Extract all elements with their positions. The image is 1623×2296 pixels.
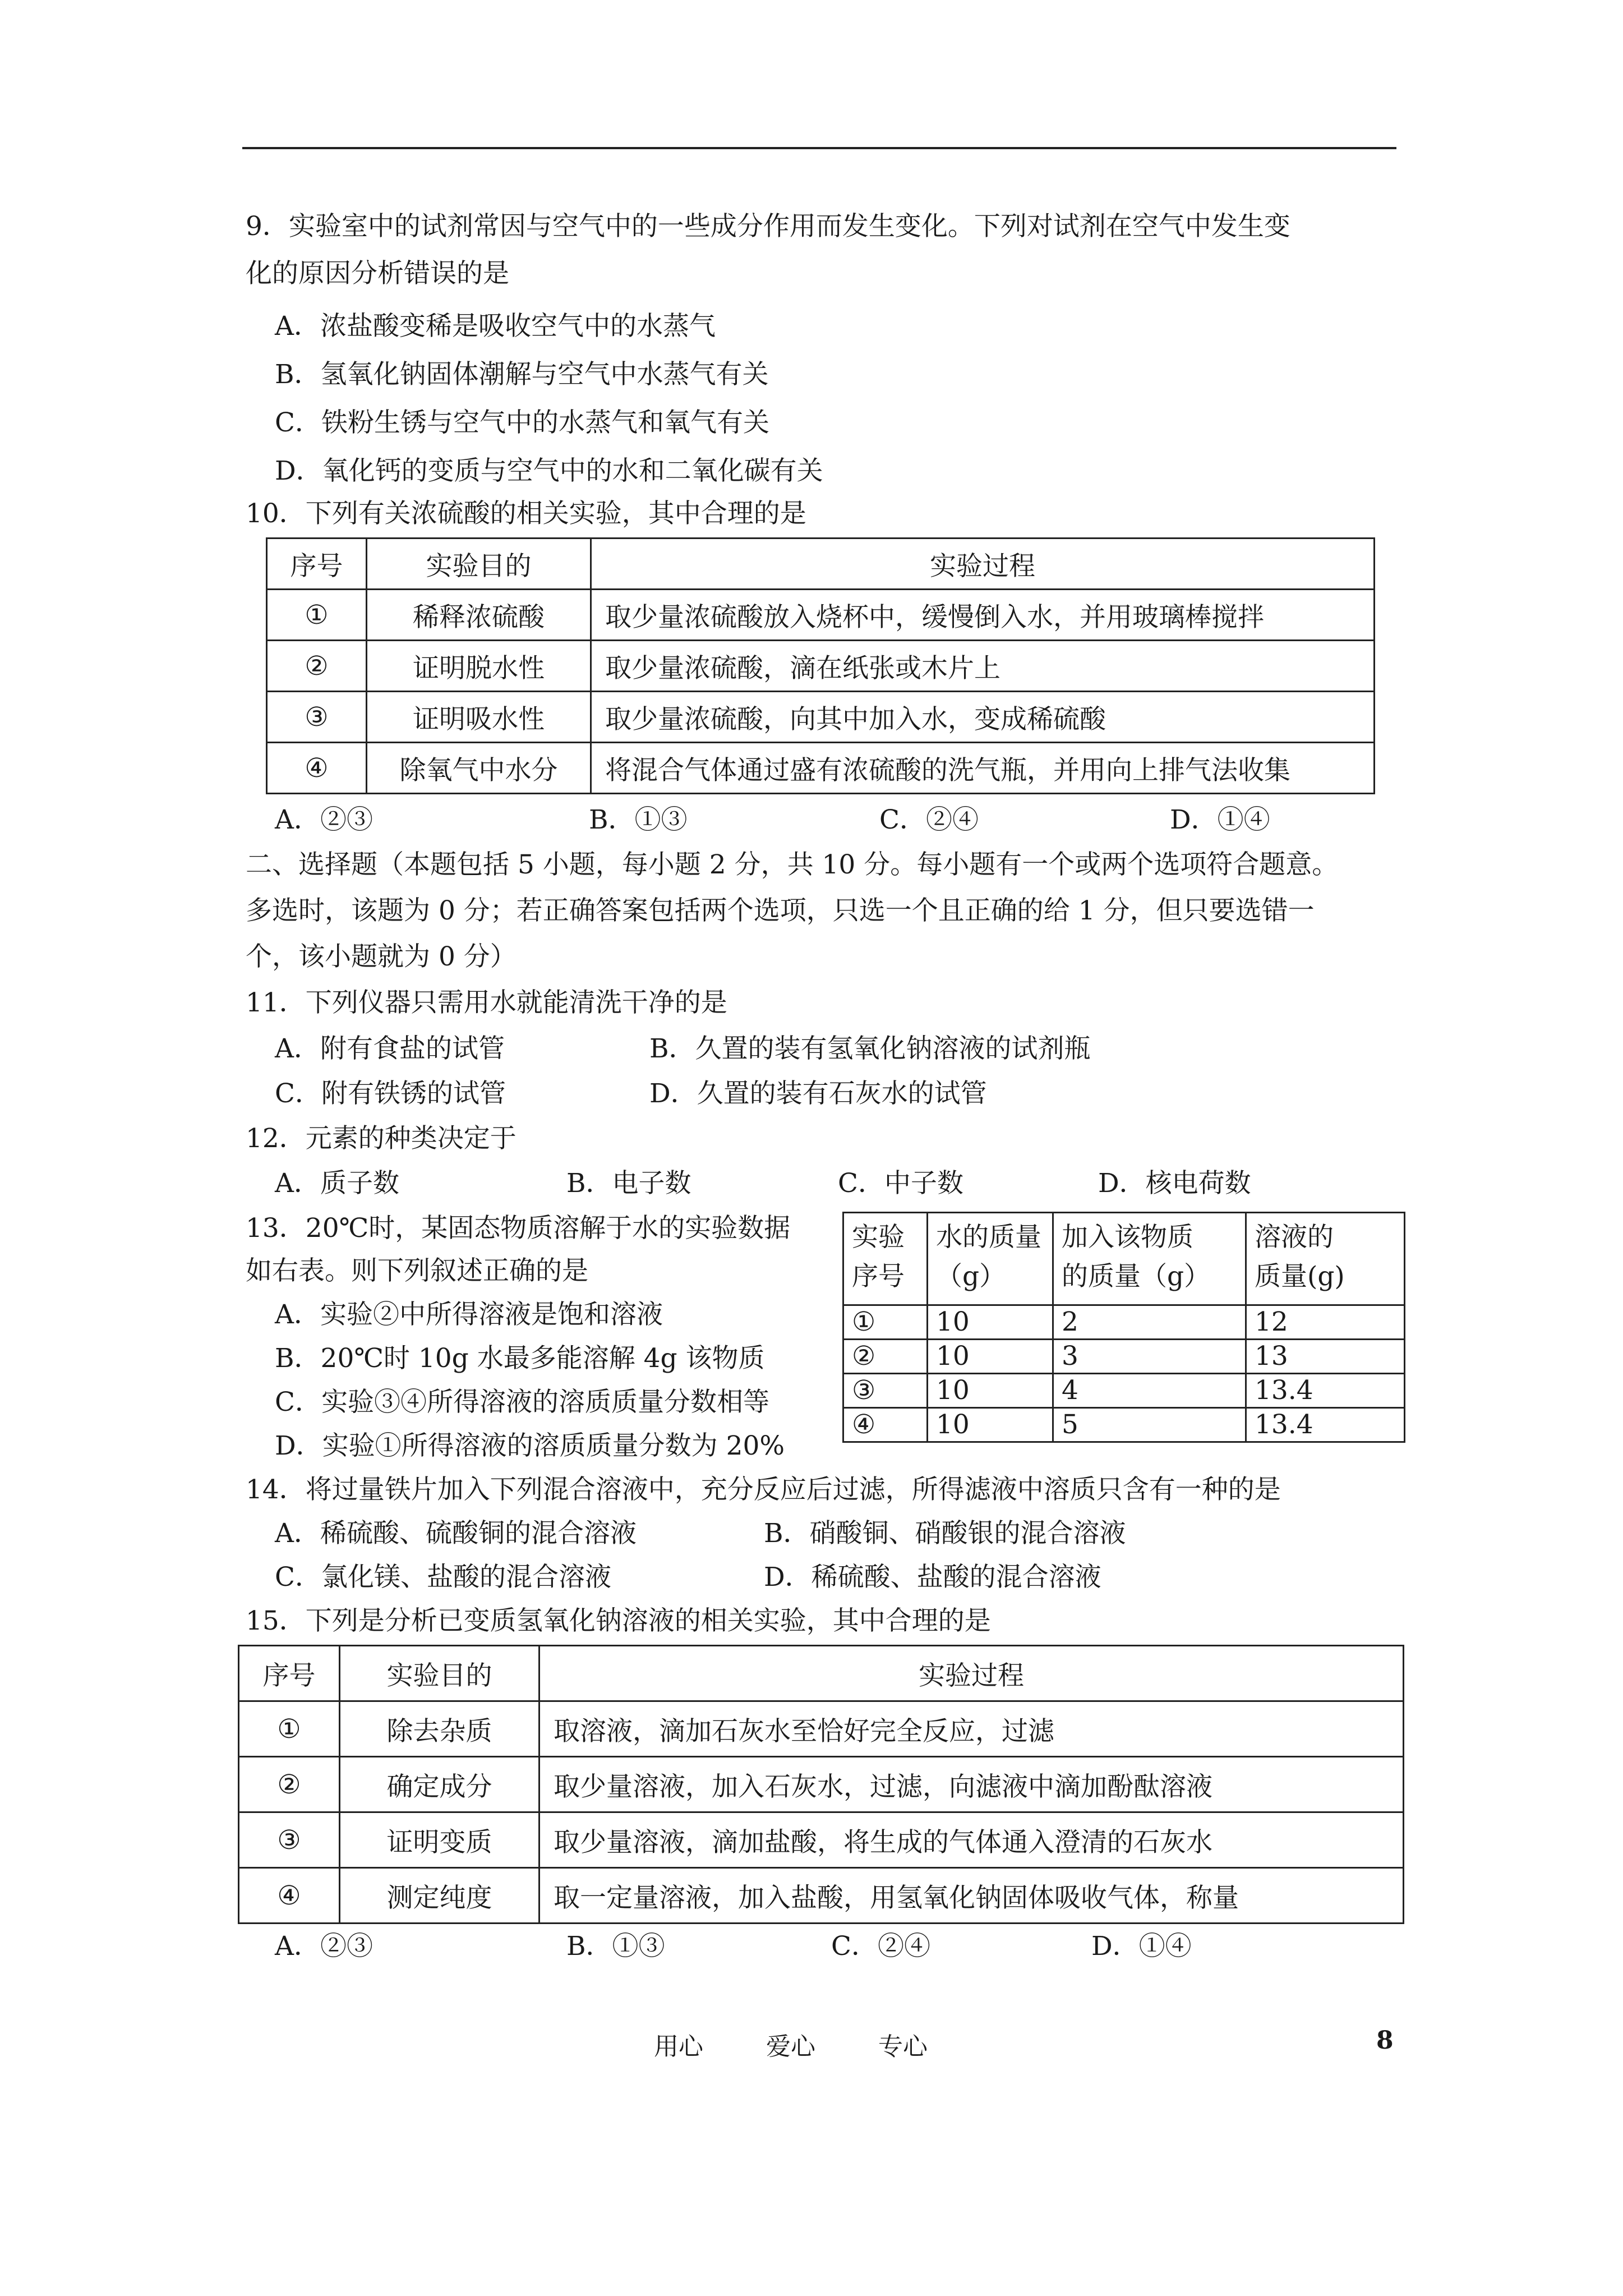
table-cell: 13 [1246, 1340, 1405, 1374]
q13-option-d: D．实验①所得溶液的溶质质量分数为 20% [275, 1430, 785, 1461]
q9-option-b: B．氢氧化钠固体潮解与空气中水蒸气有关 [275, 359, 769, 390]
q13-option-a: A．实验②中所得溶液是饱和溶液 [275, 1299, 663, 1330]
q14-option-a: A．稀硫酸、硫酸铜的混合溶液 [275, 1518, 637, 1549]
table-cell: 取少量浓硫酸放入烧杯中，缓慢倒入水，并用玻璃棒搅拌 [591, 590, 1375, 641]
q9-option-d: D．氧化钙的变质与空气中的水和二氧化碳有关 [275, 455, 823, 486]
q15-table [238, 1645, 1404, 1924]
q15-option-a: A．②③ [275, 1931, 373, 1962]
table-row [239, 1701, 1404, 1757]
table-cell: 取少量溶液，滴加盐酸，将生成的气体通入澄清的石灰水 [540, 1812, 1404, 1868]
table-cell: 确定成分 [340, 1757, 540, 1812]
table-cell: 取一定量溶液，加入盐酸，用氢氧化钠固体吸收气体，称量 [540, 1868, 1404, 1924]
page-number: 8 [1376, 2026, 1394, 2055]
table-cell: 3 [1053, 1340, 1246, 1374]
header-rule [242, 147, 1396, 149]
table-cell: 取少量浓硫酸，滴在纸张或木片上 [591, 641, 1375, 692]
table-row [239, 1812, 1404, 1868]
q13-stem-line2: 如右表。则下列叙述正确的是 [246, 1255, 588, 1286]
header-line: 的质量（g） [1062, 1261, 1211, 1292]
header-line: 序号 [852, 1261, 905, 1292]
q10-option-d: D．①④ [1170, 804, 1270, 835]
q11-stem: 11．下列仪器只需用水就能清洗干净的是 [246, 987, 727, 1018]
table-row [843, 1374, 1405, 1408]
table-cell: ④ [843, 1408, 928, 1442]
q11-option-b: B．久置的装有氢氧化钠溶液的试剂瓶 [649, 1033, 1091, 1064]
table-cell: 13.4 [1246, 1408, 1405, 1442]
q10-option-a: A．②③ [275, 804, 373, 835]
table-cell: 13.4 [1246, 1374, 1405, 1408]
table-row [843, 1408, 1405, 1442]
q14-option-d: D．稀硫酸、盐酸的混合溶液 [764, 1562, 1101, 1593]
q13-option-c: C．实验③④所得溶液的溶质质量分数相等 [275, 1387, 769, 1418]
section2-line3: 个，该小题就为 0 分） [246, 941, 517, 972]
footer-slogan-1: 用心 [654, 2032, 703, 2061]
table-cell: 取溶液，滴加石灰水至恰好完全反应，过滤 [540, 1701, 1404, 1757]
q13-option-b: B．20℃时 10g 水最多能溶解 4g 该物质 [275, 1343, 765, 1374]
table-cell: 10 [928, 1374, 1053, 1408]
q12-option-a: A．质子数 [275, 1168, 399, 1199]
table-cell: ② [239, 1757, 340, 1812]
table-cell: ③ [843, 1374, 928, 1408]
table-cell: 证明变质 [340, 1812, 540, 1868]
q15-option-d: D．①④ [1091, 1931, 1192, 1962]
table-cell: 将混合气体通过盛有浓硫酸的洗气瓶，并用向上排气法收集 [591, 743, 1375, 794]
table-header-cell: 序号 [239, 1646, 340, 1701]
table-header-cell: 实验目的 [367, 539, 591, 590]
q11-option-c: C．附有铁锈的试管 [275, 1078, 506, 1109]
table-cell: ① [267, 590, 367, 641]
section2-line1: 二、选择题（本题包括 5 小题，每小题 2 分，共 10 分。每小题有一个或两个选项符合题意。 [246, 849, 1339, 880]
header-line: 实验 [852, 1222, 905, 1253]
table-cell: 4 [1053, 1374, 1246, 1408]
table-header-cell [928, 1213, 1053, 1305]
table-cell: 稀释浓硫酸 [367, 590, 591, 641]
q14-option-c: C．氯化镁、盐酸的混合溶液 [275, 1562, 611, 1593]
q14-option-b: B．硝酸铜、硝酸银的混合溶液 [764, 1518, 1126, 1549]
table-cell: ③ [239, 1812, 340, 1868]
table-row [843, 1305, 1405, 1340]
header-line: 加入该物质 [1062, 1222, 1193, 1253]
q11-option-d: D．久置的装有石灰水的试管 [649, 1078, 987, 1109]
q15-option-c: C．②④ [831, 1931, 930, 1962]
table-cell: 5 [1053, 1408, 1246, 1442]
table-row [267, 590, 1375, 641]
q12-stem: 12．元素的种类决定于 [246, 1123, 517, 1154]
q9-stem-line1: 9．实验室中的试剂常因与空气中的一些成分作用而发生变化。下列对试剂在空气中发生变 [246, 211, 1290, 242]
q10-option-b: B．①③ [589, 804, 688, 835]
table-header-row [267, 539, 1375, 590]
table-header-cell [1053, 1213, 1246, 1305]
table-cell: 取少量溶液，加入石灰水，过滤，向滤液中滴加酚酞溶液 [540, 1757, 1404, 1812]
q13-solubility-table [842, 1212, 1405, 1443]
table-cell: 10 [928, 1340, 1053, 1374]
section2-line2: 多选时，该题为 0 分；若正确答案包括两个选项，只选一个且正确的给 1 分，但只要选错一 [246, 895, 1315, 926]
header-line: （g） [936, 1261, 1006, 1292]
table-header-row [239, 1646, 1404, 1701]
q12-option-b: B．电子数 [566, 1168, 691, 1199]
table-header-cell: 实验过程 [591, 539, 1375, 590]
table-row [239, 1868, 1404, 1924]
footer-slogan-2: 爱心 [766, 2032, 815, 2061]
table-cell: ① [843, 1305, 928, 1340]
table-cell: 10 [928, 1408, 1053, 1442]
q9-stem-line2: 化的原因分析错误的是 [246, 258, 509, 289]
q11-option-a: A．附有食盐的试管 [275, 1033, 505, 1064]
q9-option-a: A．浓盐酸变稀是吸收空气中的水蒸气 [275, 311, 716, 342]
table-cell: ① [239, 1701, 340, 1757]
header-line: 水的质量 [936, 1222, 1041, 1253]
table-header-row [843, 1213, 1405, 1305]
q15-option-b: B．①③ [566, 1931, 665, 1962]
header-line: 质量(g) [1255, 1261, 1345, 1292]
header-line: 溶液的 [1255, 1222, 1334, 1253]
table-cell: ④ [267, 743, 367, 794]
table-cell: 除去杂质 [340, 1701, 540, 1757]
table-row [267, 743, 1375, 794]
table-row [267, 641, 1375, 692]
table-cell: ② [267, 641, 367, 692]
table-cell: 2 [1053, 1305, 1246, 1340]
q12-option-d: D．核电荷数 [1098, 1168, 1251, 1199]
q12-option-c: C．中子数 [838, 1168, 963, 1199]
q10-stem: 10．下列有关浓硫酸的相关实验，其中合理的是 [246, 498, 806, 529]
table-cell: 12 [1246, 1305, 1405, 1340]
table-cell: 10 [928, 1305, 1053, 1340]
table-header-cell: 序号 [267, 539, 367, 590]
table-header-cell: 实验目的 [340, 1646, 540, 1701]
table-cell: 证明吸水性 [367, 692, 591, 743]
q14-stem: 14．将过量铁片加入下列混合溶液中，充分反应后过滤，所得滤液中溶质只含有一种的是 [246, 1474, 1281, 1505]
q13-stem-line1: 13．20℃时，某固态物质溶解于水的实验数据 [246, 1213, 791, 1244]
table-row [843, 1340, 1405, 1374]
q9-option-c: C．铁粉生锈与空气中的水蒸气和氧气有关 [275, 407, 769, 438]
footer-slogan-3: 专心 [878, 2032, 928, 2061]
table-header-cell: 实验过程 [540, 1646, 1404, 1701]
table-cell: 测定纯度 [340, 1868, 540, 1924]
q15-stem: 15．下列是分析已变质氢氧化钠溶液的相关实验，其中合理的是 [246, 1605, 991, 1636]
table-header-cell [1246, 1213, 1405, 1305]
table-cell: 除氧气中水分 [367, 743, 591, 794]
table-row [239, 1757, 1404, 1812]
table-cell: 取少量浓硫酸，向其中加入水，变成稀硫酸 [591, 692, 1375, 743]
table-cell: ④ [239, 1868, 340, 1924]
table-cell: ② [843, 1340, 928, 1374]
table-cell: 证明脱水性 [367, 641, 591, 692]
q10-table [266, 537, 1375, 794]
q10-option-c: C．②④ [879, 804, 979, 835]
table-row [267, 692, 1375, 743]
table-header-cell [843, 1213, 928, 1305]
table-cell: ③ [267, 692, 367, 743]
